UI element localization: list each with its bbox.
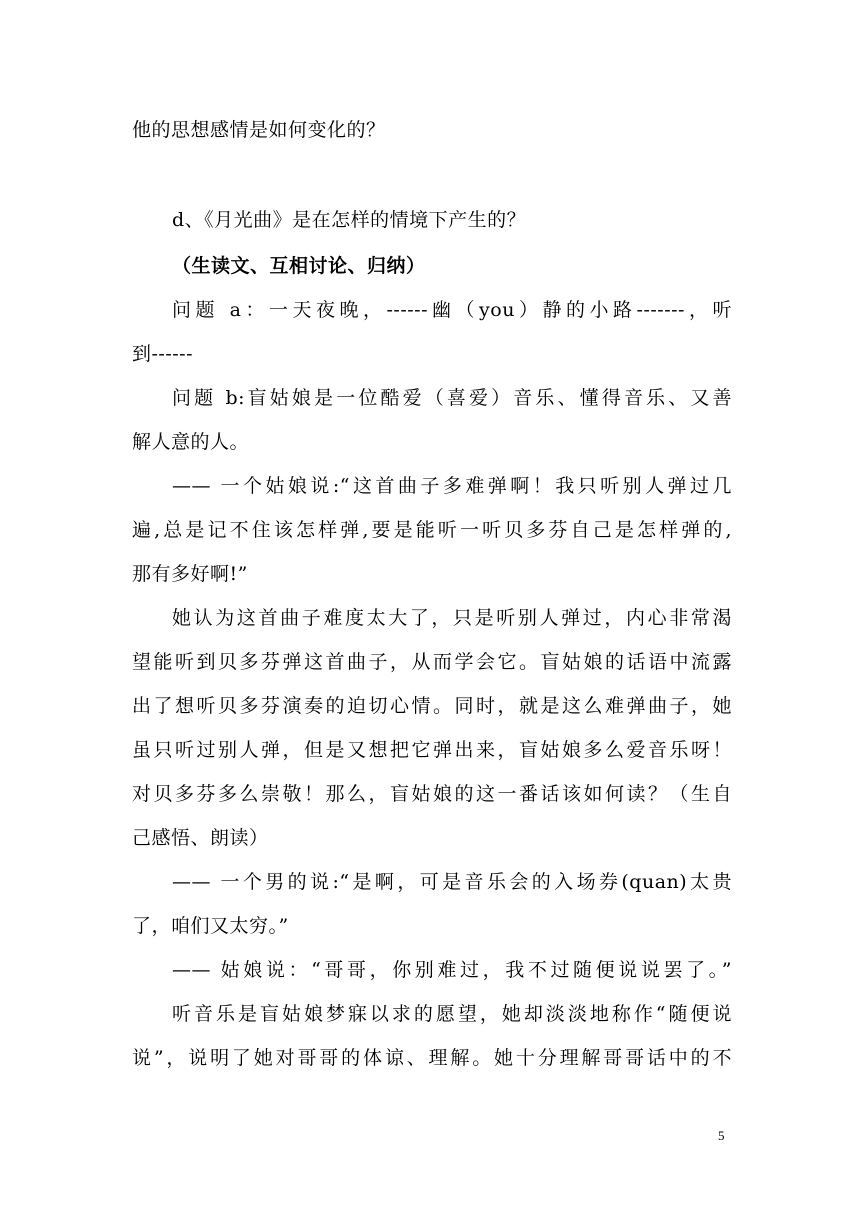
analysis-line-2: 望能听到贝多芬弹这首曲子，从而学会它。盲姑娘的话语中流露 bbox=[132, 651, 732, 673]
page-number: 5 bbox=[718, 1128, 725, 1143]
answer-a-line-2: 到------ bbox=[132, 343, 194, 365]
question-d: d、《月光曲》是在怎样的情境下产生的？ bbox=[172, 209, 527, 231]
answer-b-line-1: 问题 b:盲姑娘是一位酷爱（喜爱）音乐、懂得音乐、又善 bbox=[172, 387, 732, 409]
closing-line-1: 听音乐是盲姑娘梦寐以求的愿望，她却淡淡地称作“随便说 bbox=[172, 1003, 732, 1025]
quote-man-line-2: 了，咱们又太穷。” bbox=[132, 915, 289, 937]
analysis-line-5: 对贝多芬多么崇敬！那么，盲姑娘的这一番话该如何读？（生自 bbox=[132, 783, 732, 805]
closing-line-2: 说”，说明了她对哥哥的体谅、理解。她十分理解哥哥话中的不 bbox=[132, 1047, 732, 1069]
text-line: 他的思想感情是如何变化的？ bbox=[132, 119, 386, 141]
quote-girl-line-2: 遍,总是记不住该怎样弹,要是能听一听贝多芬自己是怎样弹的, bbox=[132, 519, 732, 541]
quote-girl-line-3: 那有多好啊!” bbox=[132, 563, 248, 585]
analysis-line-3: 出了想听贝多芬演奏的迫切心情。同时，就是这么难弹曲子，她 bbox=[132, 695, 732, 717]
quote-girl-reply: —— 姑娘说：“哥哥，你别难过，我不过随便说说罢了。” bbox=[172, 959, 732, 981]
quote-man-line-1: —— 一个男的说:“是啊，可是音乐会的入场券(quan)太贵 bbox=[172, 871, 732, 893]
answer-b-line-2: 解人意的人。 bbox=[132, 431, 250, 453]
analysis-line-4: 虽只听过别人弹，但是又想把它弹出来，盲姑娘多么爱音乐呀！ bbox=[132, 739, 732, 761]
answer-a-line-1: 问题 a：一天夜晚，------幽（you）静的小路-------，听 bbox=[172, 299, 732, 321]
quote-girl-line-1: —— 一个姑娘说:“这首曲子多难弹啊！我只听别人弹过几 bbox=[172, 475, 732, 497]
analysis-line-6: 己感悟、朗读） bbox=[132, 827, 269, 849]
analysis-line-1: 她认为这首曲子难度太大了，只是听别人弹过，内心非常渴 bbox=[172, 607, 732, 629]
activity-note: （生读文、互相讨论、归纳） bbox=[172, 255, 426, 277]
